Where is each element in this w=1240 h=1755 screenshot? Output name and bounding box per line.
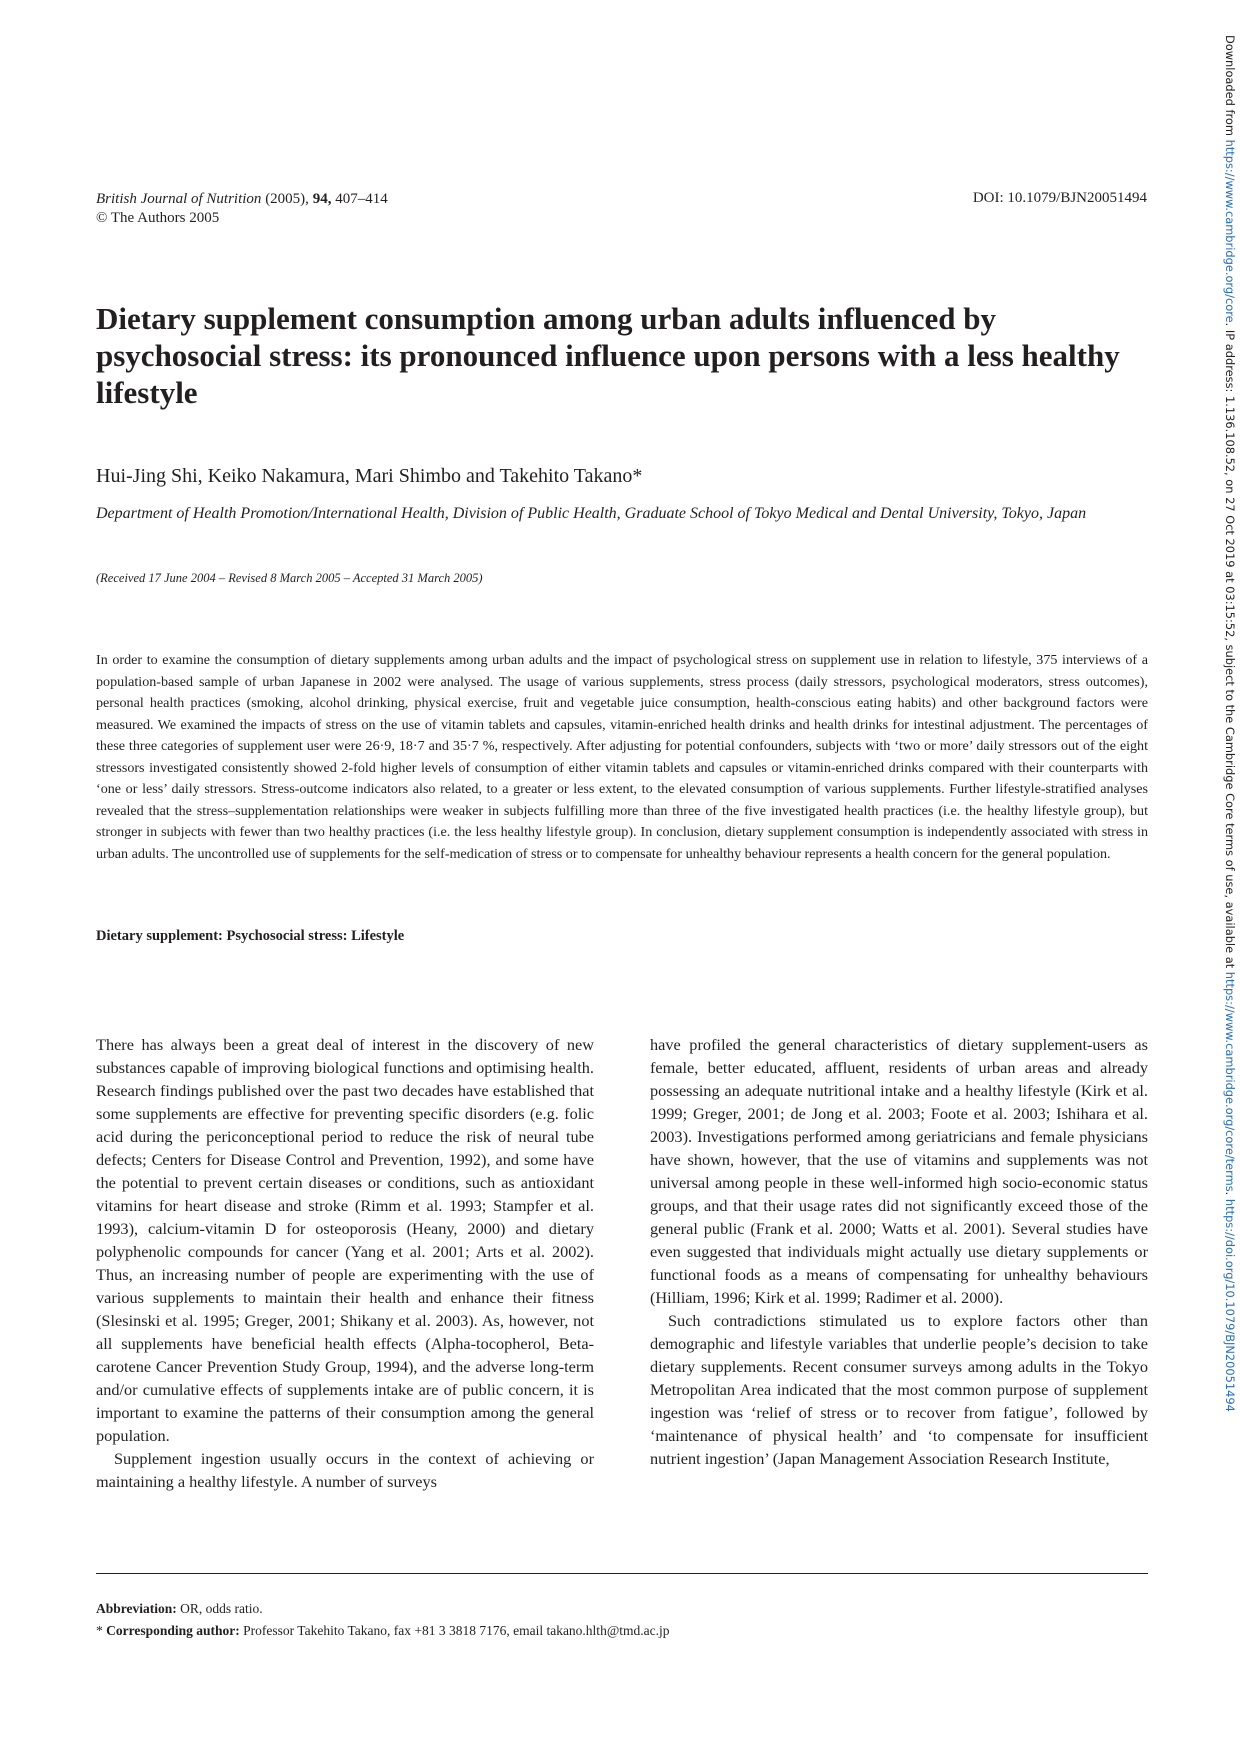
body-paragraph: have profiled the general characteristics of dietary supplement-users as female, better educated, affluent, residents of urban areas and already possessing an adequate nutritional intake and a healthy lifestyle (Kirk et al. 1999; Greger, 2001; de Jong et al. 2003; Foote et al. 2003; Ishihara et al. 2003). Investigations performed among geriatricians and female physicians have shown, however, that the use of vitamins and supplements was not universal among people in these well-informed high socio-economic status groups, and that their usage rates did not significantly exceed those of the general public (Frank et al. 2000; Watts et al. 2001). Several studies have even suggested that individuals might actually use dietary supplements or functional foods as a means of compensating for unhealthy behaviours (Hilliam, 1996; Kirk et al. 1999; Radimer et al. 2000).	[650, 1035, 1148, 1307]
citation-line	[96, 190, 388, 209]
corresponding-author-label: Corresponding author:	[106, 1623, 240, 1638]
corresponding-author-text: Professor Takehito Takano, fax +81 3 3818 7176, email takano.hlth@tmd.ac.jp	[243, 1623, 670, 1638]
journal-year: (2005),	[265, 191, 309, 207]
journal-name: British Journal of Nutrition	[96, 191, 262, 207]
abbreviation-note	[96, 1598, 669, 1620]
received-dates: (Received 17 June 2004 – Revised 8 March 2005 – Accepted 31 March 2005)	[96, 571, 483, 585]
watermark-text: Downloaded from	[1223, 35, 1237, 140]
affiliation: Department of Health Promotion/International Health, Division of Public Health, Graduate School of Tokyo Medical and Dental University, Tokyo, Japan	[96, 505, 1087, 522]
watermark-text: .	[1223, 1191, 1237, 1199]
cambridge-core-link[interactable]: https://www.cambridge.org/core	[1223, 139, 1237, 323]
body-column-left	[96, 1033, 594, 1493]
keywords: Dietary supplement: Psychosocial stress: Lifestyle	[96, 928, 405, 944]
article-title: Dietary supplement consumption among urban adults influenced by psychosocial stress: its pronounced influence upon persons with a less healthy lifestyle	[96, 301, 1120, 410]
abstract: In order to examine the consumption of dietary supplements among urban adults and the impact of psychological stress on supplement use in relation to lifestyle, 375 interviews of a population-based sample of urban Japanese in 2002 were analysed. The usage of various supplements, stress process (daily stressors, psychological moderators, stress outcomes), personal health practices (smoking, alcohol drinking, physical exercise, fruit and vegetable juice consumption, health-conscious eating habits) and other background factors were measured. We examined the impacts of stress on the use of vitamin tablets and capsules, vitamin-enriched health drinks and health drinks for intestinal adjustment. The percentages of these three categories of supplement user were 26·9, 18·7 and 35·7 %, respectively. After adjusting for potential confounders, subjects with ‘two or more’ daily stressors out of the eight stressors investigated consistently showed 2-fold higher levels of consumption of either vitamin tablets and capsules or vitamin-enriched drinks compared with their counterparts with ‘one or less’ daily stressors. Stress-outcome indicators also related, to a greater or less extent, to the elevated consumption of various supplements. Further lifestyle-stratified analyses revealed that the stress–supplementation relationships were weaker in subjects fulfilling more than three of the five investigated health practices (i.e. the healthy lifestyle group), but stronger in subjects with fewer than two healthy practices (i.e. the less healthy lifestyle group). In conclusion, dietary supplement consumption is independently associated with stress in urban adults. The uncontrolled use of supplements for the self-medication of stress or to compensate for unhealthy behaviour represents a health concern for the general population.	[96, 652, 1148, 862]
journal-volume: 94,	[312, 191, 332, 207]
body-paragraph: Supplement ingestion usually occurs in the context of achieving or maintaining a healthy lifestyle. A number of surveys	[96, 1449, 594, 1491]
corresponding-author-note: * Corresponding author: Professor Takehito Takano, fax +81 3 3818 7176, email takano.hlth@tmd.ac.jp	[96, 1623, 670, 1638]
body-paragraph: There has always been a great deal of interest in the discovery of new substances capable of improving biological functions and optimising health. Research findings published over the past two decades have established that some supplements are effective for preventing specific disorders (e.g. folic acid during the periconceptional period to reduce the risk of neural tube defects; Centers for Disease Control and Prevention, 1992), and some have the potential to prevent certain diseases or conditions, such as antioxidant vitamins for heart disease and stroke (Rimm et al. 1993; Stampfer et al. 1993), calcium-vitamin D for osteoporosis (Heany, 2000) and dietary polyphenolic compounds for cancer (Yang et al. 2001; Arts et al. 2002). Thus, an increasing number of people are experimenting with the use of various supplements to maintain their health and enhance their fitness (Slesinski et al. 1995; Greger, 2001; Shikany et al. 2003). As, however, not all supplements have beneficial health effects (Alpha-tocopherol, Beta-carotene Cancer Prevention Study Group, 1994), and the adverse long-term and/or cumulative effects of supplements intake are of public concern, it is important to examine the patterns of their consumption among the general population.	[96, 1035, 594, 1445]
body-column-right	[650, 1033, 1148, 1470]
body-paragraph: Such contradictions stimulated us to explore factors other than demographic and lifestyle variables that underlie people’s decision to take dietary supplements. Recent consumer surveys among adults in the Tokyo Metropolitan Area indicated that the most common purpose of supplement ingestion was ‘relief of stress or to recover from fatigue’, followed by ‘maintenance of physical health’ and ‘to compensate for insufficient nutrient ingestion’ (Japan Management Association Research Institute,	[650, 1311, 1148, 1468]
abbreviation-text: OR, odds ratio.	[180, 1601, 263, 1616]
abbreviation-label: Abbreviation:	[96, 1601, 177, 1616]
copyright: © The Authors 2005	[96, 210, 220, 226]
footnotes	[96, 1598, 669, 1642]
footnote-divider	[96, 1573, 1148, 1574]
journal-pages: 407–414	[335, 191, 388, 207]
watermark-text: . IP address: 1.136.108.52, on 27 Oct 2019 at 03:15:52, subject to the Cambridge Core terms of use, available at	[1223, 322, 1237, 972]
terms-link[interactable]: https://www.cambridge.org/core/terms	[1223, 971, 1237, 1192]
doi-link[interactable]: https://doi.org/10.1079/BJN20051494	[1223, 1198, 1237, 1412]
doi-label: DOI: 10.1079/BJN20051494	[972, 190, 1147, 206]
author-list: Hui-Jing Shi, Keiko Nakamura, Mari Shimbo and Takehito Takano*	[96, 465, 643, 487]
download-watermark	[1221, 35, 1237, 1755]
journal-citation	[96, 190, 388, 228]
